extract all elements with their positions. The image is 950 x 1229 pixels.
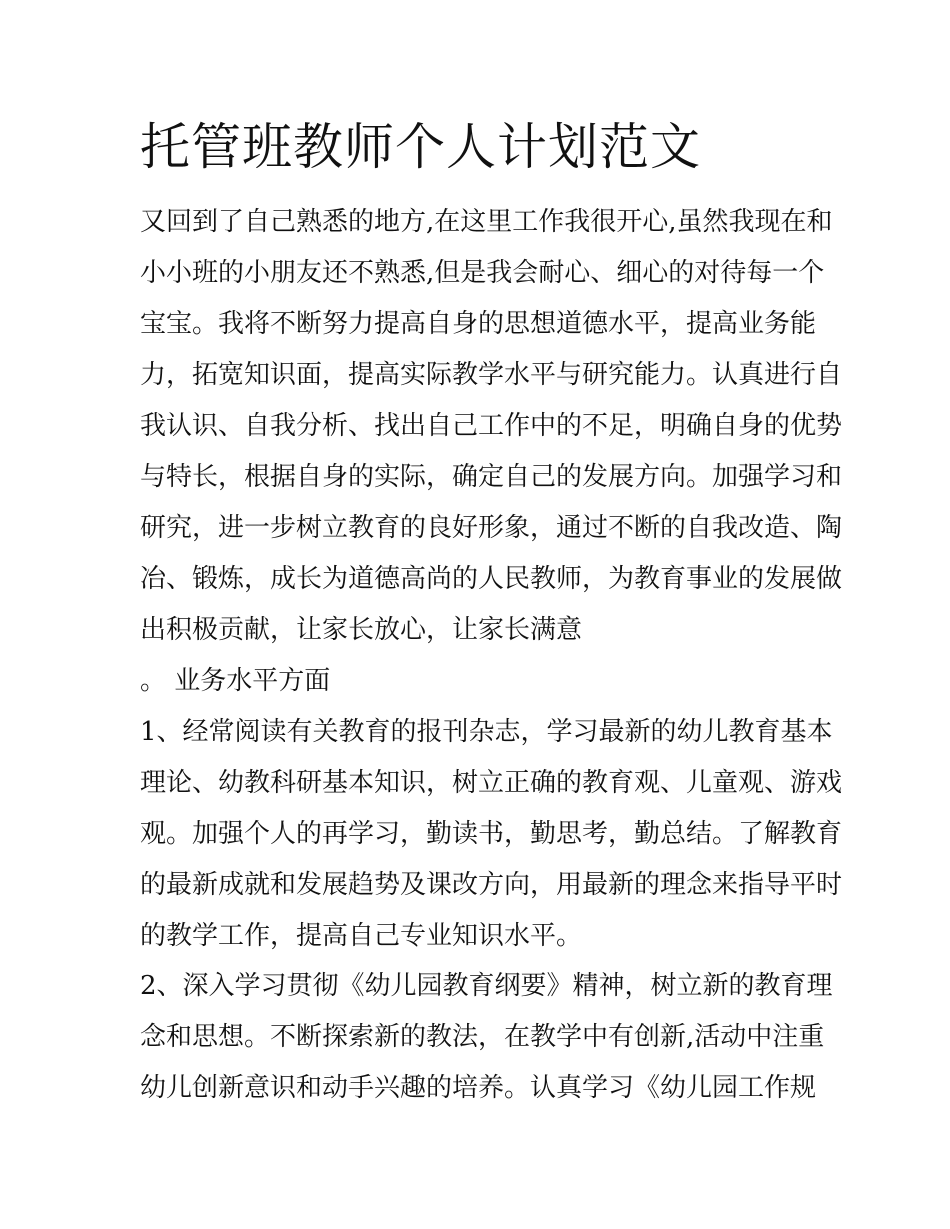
- body-line: 研究，进一步树立教育的良好形象，通过不断的自我改造、陶: [140, 513, 843, 543]
- body-line: 冶、锻炼，成长为道德高尚的人民教师，为教育事业的发展做: [140, 564, 843, 594]
- body-line: 幼儿创新意识和动手兴趣的培养。认真学习《幼儿园工作规: [140, 1073, 817, 1103]
- body-line: 出积极贡献，让家长放心，让家长满意: [140, 615, 583, 645]
- body-line: 观。加强个人的再学习，勤读书，勤思考，勤总结。了解教育: [140, 819, 843, 849]
- body-line: 2、深入学习贯彻《幼儿园教育纲要》精神，树立新的教育理: [140, 971, 833, 1001]
- body-line: 理论、幼教科研基本知识，树立正确的教育观、儿童观、游戏: [140, 768, 843, 798]
- body-line: 宝宝。我将不断努力提高自身的思想道德水平，提高业务能: [140, 309, 817, 339]
- body-line: 又回到了自己熟悉的地方,在这里工作我很开心,虽然我现在和: [140, 207, 833, 237]
- body-line: 与特长，根据自身的实际，确定自己的发展方向。加强学习和: [140, 462, 843, 492]
- document-title: 托管班教师个人计划范文: [140, 118, 701, 176]
- body-line: 的最新成就和发展趋势及课改方向，用最新的理念来指导平时: [140, 870, 843, 900]
- section-heading: 。 业务水平方面: [140, 666, 331, 696]
- body-line: 力，拓宽知识面，提高实际教学水平与研究能力。认真进行自: [140, 360, 843, 390]
- body-line: 的教学工作，提高自己专业知识水平。: [140, 921, 583, 951]
- body-line: 念和思想。不断探索新的教法，在教学中有创新,活动中注重: [140, 1022, 825, 1052]
- body-line: 1、经常阅读有关教育的报刊杂志，学习最新的幼儿教育基本: [140, 717, 833, 747]
- body-line: 我认识、自我分析、找出自己工作中的不足，明确自身的优势: [140, 411, 843, 441]
- body-line: 小小班的小朋友还不熟悉,但是我会耐心、细心的对待每一个: [140, 258, 825, 288]
